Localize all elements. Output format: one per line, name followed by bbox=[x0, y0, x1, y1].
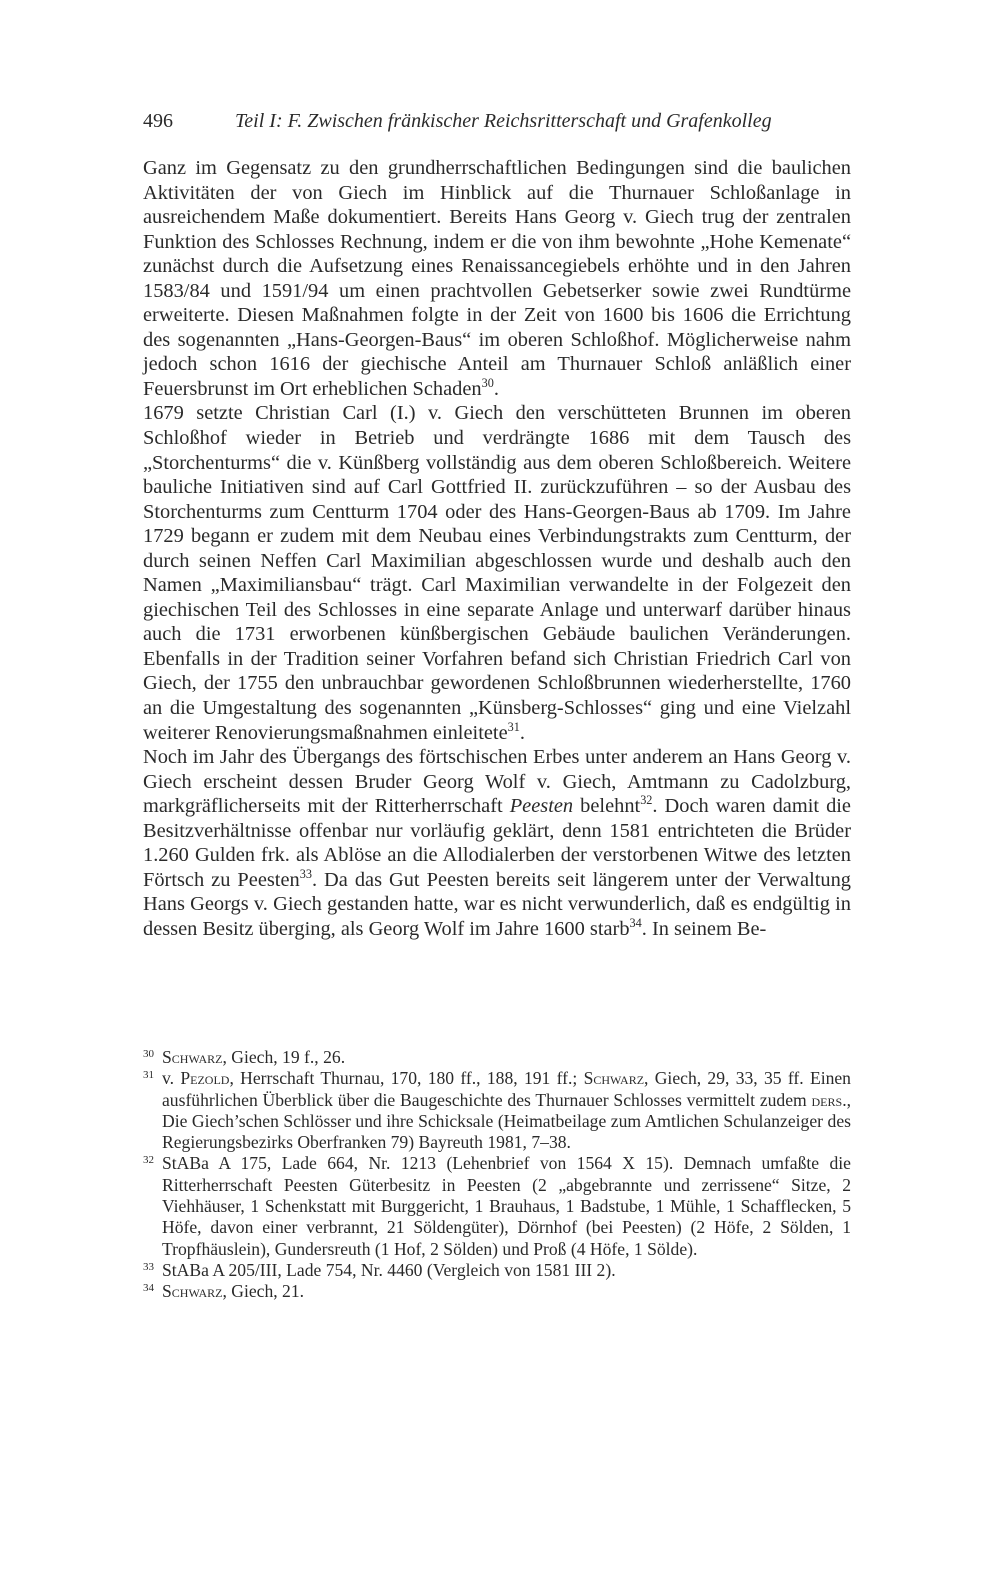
footnote-text: v. bbox=[162, 1068, 181, 1089]
paragraph-peesten bbox=[143, 745, 851, 941]
footnote-number: 34 bbox=[143, 1282, 154, 1295]
paragraph-text: . In seinem Be- bbox=[641, 917, 767, 940]
running-head bbox=[143, 106, 863, 136]
footnotes bbox=[143, 1047, 851, 1303]
paragraph-text: . bbox=[519, 721, 525, 744]
paragraph-text: . Doch waren damit die Besitzverhältnisse offenbar nur vorläufig geklärt, denn 1581 entrichteten die Brüder 1.260 Gulden frk. als Ablöse an die Allodialerben der verstorbenen Witwe des letzten Förtsch zu Peesten bbox=[143, 795, 851, 891]
running-title: Teil I: F. Zwischen fränkischer Reichsritterschaft und Grafenkolleg bbox=[235, 110, 772, 132]
footnote-text: , Giech, 19 f., 26. bbox=[222, 1047, 346, 1067]
paragraph-text: Ganz im Gegensatz zu den grundherrschaftlichen Bedingungen sind die baulichen Aktivitäten der von Giech im Hinblick auf die Thurnauer Schloßanlage in ausreichendem Maße dokumentiert. Bereits Hans Georg v. Giech trug der zentralen Funktion des Schlosses Rechnung, indem er die von ihm bewohnte „Hohe Kemenate“ zunächst durch die Aufsetzung eines Renaissancegiebels erhöhte und in den Jahren 1583/84 und 1591/94 um einen prachtvollen Gebetserker sowie zwei Rundtürme erweiterte. Diesen Maßnahmen folgte in der Zeit von 1600 bis 1606 die Errichtung des sogenannten „Hans-Georgen-Baus“ im oberen Schloßhof. Möglicherweise nahm jedoch schon 1616 der giechische Anteil am Thurnauer Schloß anläßlich einer Feuersbrunst im Ort erheblichen Schaden bbox=[143, 157, 851, 400]
author-name: Schwarz bbox=[583, 1068, 645, 1089]
paragraph-text: . bbox=[493, 377, 499, 400]
footnote-ref[interactable]: 30 bbox=[481, 376, 494, 391]
footnote-ref[interactable]: 31 bbox=[507, 719, 520, 734]
paragraph-text: 1679 setzte Christian Carl (I.) v. Giech den verschütteten Brunnen im oberen Schloßhof wieder in Betrieb und verdrängte 1686 mit dem Tausch des „Storchenturms“ die v. Künßberg vollständig aus dem oberen Schloßbereich. Weitere bauliche Initiativen sind auf Carl Gottfried II. zurückzuführen – so der Ausbau des Storchenturms zum Centturm 1704 oder des Hans-Georgen-Baus ab 1709. Im Jahre 1729 begann er zudem mit dem Neubau eines Verbindungstrakts zum Centturm, der durch seinen Neffen Carl Maximilian abgeschlossen wurde und deshalb auch den Namen „Maximiliansbau“ trägt. Carl Maximilian verwandelte in der Folgezeit den giechischen Teil des Schlosses in eine separate Anlage und unterwarf darüber hinaus auch die 1731 erworbenen künßbergischen Gebäude baulichen Veränderungen. Ebenfalls in der Tradition seiner Vorfahren befand sich Christian Friedrich Carl von Giech, der 1755 den unbrauchbar gewordenen Schloßbrunnen wiederherstellte, 1760 an die Umgestaltung des sogenannten „Künsberg-Schlosses“ ging und eine Vielzahl weiterer Renovierungsmaßnahmen einleitete bbox=[143, 402, 851, 744]
paragraph-castle-building bbox=[143, 156, 851, 401]
footnote-text: , Giech, 29, 33, 35 ff. Einen ausführlichen Überblick über die Baugeschichte des Thurnauer Schlosses vermittelt zudem bbox=[162, 1068, 851, 1110]
footnote-number: 33 bbox=[143, 1260, 154, 1273]
footnote-text: , Giech, 21. bbox=[222, 1281, 305, 1302]
footnote-text: StABa A 205/III, Lade 754, Nr. 4460 (Vergleich von 1581 III 2). bbox=[162, 1259, 616, 1280]
footnote-text: , Herrschaft Thurnau, 170, 180 ff., 188, 191 ff.; bbox=[229, 1068, 584, 1089]
footnote-ref[interactable]: 32 bbox=[640, 793, 653, 808]
footnote-32 bbox=[143, 1153, 851, 1259]
footnote-30 bbox=[143, 1047, 851, 1068]
footnote-ref[interactable]: 34 bbox=[629, 916, 642, 931]
paragraph-text: belehnt bbox=[573, 795, 641, 818]
main-text bbox=[143, 156, 851, 942]
footnote-ref[interactable]: 33 bbox=[299, 867, 312, 882]
footnote-number: 30 bbox=[143, 1048, 154, 1060]
footnote-text: , Die Giech’schen Schlösser und ihre Schicksale (Heimatbeilage zum Amtlichen Schulanzeiger des Regierungsbezirks Oberfranken 79) Bayreuth 1981, 7–38. bbox=[162, 1089, 851, 1153]
page-number: 496 bbox=[143, 110, 173, 132]
author-name: Schwarz bbox=[162, 1047, 223, 1067]
paragraph-text: Noch im Jahr des Übergangs des förtschischen Erbes unter anderem an Hans Georg v. Giech erscheint dessen Bruder Georg Wolf v. Giech, Amtmann zu Cadolzburg, markgräflicherseits mit der Ritterherrschaft bbox=[143, 746, 851, 818]
place-name: Peesten bbox=[509, 795, 574, 818]
footnote-number: 32 bbox=[143, 1154, 154, 1167]
footnote-number: 31 bbox=[143, 1069, 154, 1082]
author-name: Pezold bbox=[180, 1068, 230, 1089]
author-name: Schwarz bbox=[162, 1281, 223, 1302]
author-name: ders. bbox=[811, 1089, 847, 1110]
footnote-text: StABa A 175, Lade 664, Nr. 1213 (Lehenbrief von 1564 X 15). Demnach umfaßte die Ritterherrschaft Peesten Güterbesitz in Peesten (2 „abgebrannte und zerrissene“ Sitze, 2 Viehhäuser, 1 Schenkstatt mit Burggericht, 1 Brauhaus, 1 Badstube, 1 Mühle, 1 Schafflecken, 5 Höfe, davon einer verbrannt, 21 Söldengüter), Dörnhof (bei Peesten) (2 Höfe, 2 Sölden, 1 Tropfhäuslein), Gundersreuth (1 Hof, 2 Sölden) und Proß (4 Höfe, 1 Sölde). bbox=[162, 1153, 851, 1259]
footnote-33 bbox=[143, 1260, 851, 1281]
footnote-31 bbox=[143, 1068, 851, 1153]
footnote-34 bbox=[143, 1281, 851, 1302]
paragraph-later-works bbox=[143, 401, 851, 745]
paragraph-text: . Da das Gut Peesten bereits seit längerem unter der Verwaltung Hans Georgs v. Giech gestanden hatte, war es nicht verwunderlich, daß es endgültig in dessen Besitz überging, als Georg Wolf im Jahre 1600 starb bbox=[143, 868, 851, 940]
